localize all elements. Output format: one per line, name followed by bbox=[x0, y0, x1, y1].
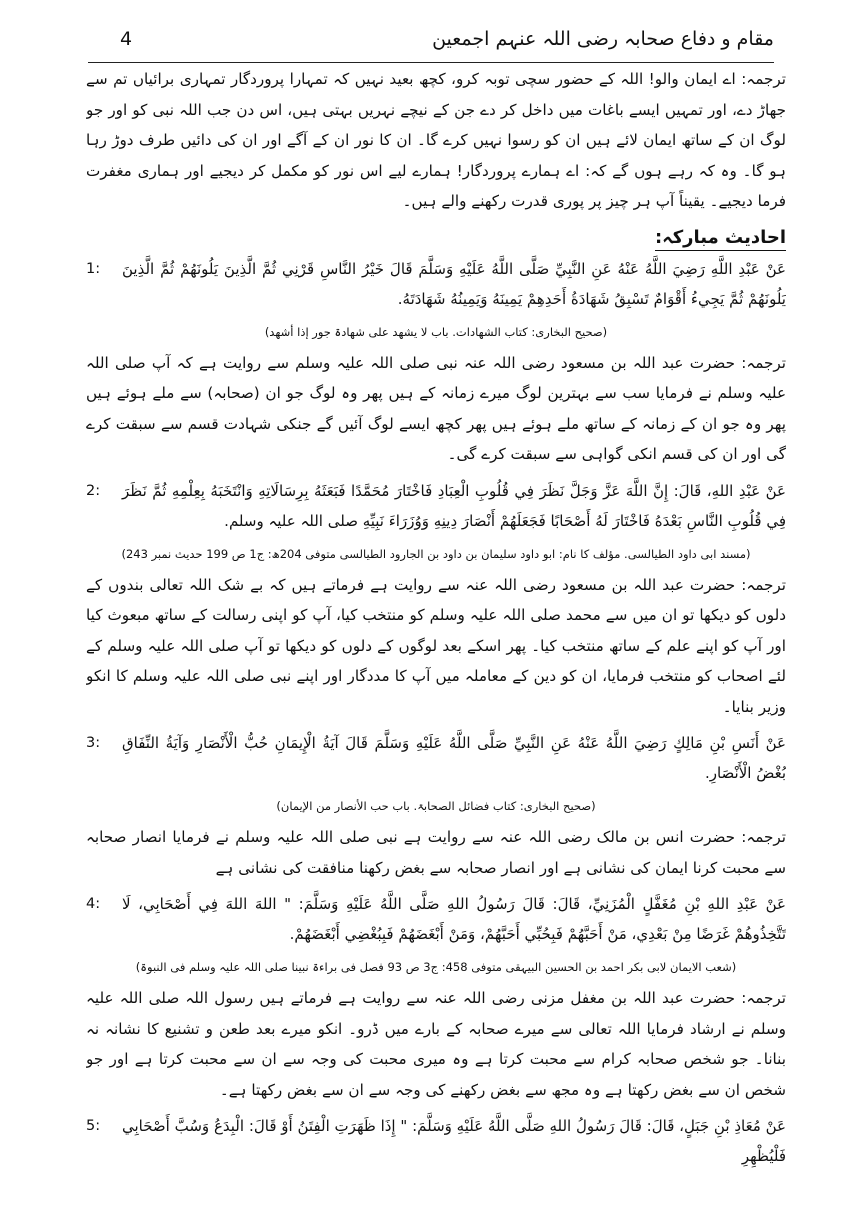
hadith-arabic-text: عَنْ عَبْدِ اللهِ بْنِ مُغَفَّلٍ الْمُزَنِيِّ، قَالَ: قَالَ رَسُولُ اللهِ صَلَّى اللَّهُ عَلَيْهِ وَسَلَّمَ: " اللهَ اللهَ فِي أَصْحَابِي، لَا تَتَّخِذُوهُمْ غَرَضًا مِنْ بَعْدِي، مَنْ أَحَبَّهُمْ فَبِحُبِّي أَحَبَّهُمْ، وَمَنْ أَبْغَضَهُمْ فَبِبُغْضِي أَبْغَضَهُمْ. bbox=[122, 895, 786, 943]
hadith-4 bbox=[86, 889, 786, 949]
hadith-number: 2: bbox=[86, 482, 101, 499]
hadith-arabic-text: عَنْ عَبْدِ اللهِ، قَالَ: إِنَّ اللَّهَ عَزَّ وَجَلَّ نَظَرَ فِي قُلُوبِ الْعِبَادِ فَاخْتَارَ مُحَمَّدًا فَبَعَثَهُ بِرِسَالَاتِهِ وَانْتَخَبَهُ بِعِلْمِهِ ثُمَّ نَظَرَ فِي قُلُوبِ النَّاسِ بَعْدَهُ فَاخْتَارَ لَهُ أَصْحَابًا فَجَعَلَهُمْ أَنْصَارَ دِينِهِ وَوُزَرَاءَ نَبِيِّهِ صلی اللہ علیہ وسلم. bbox=[122, 481, 786, 530]
hadith-translation: ترجمہ: حضرت عبد اللہ بن مسعود رضی اللہ عنہ سے روایت ہے فرماتے ہیں کہ بے شک اللہ تعالی بندوں کے دلوں کو دیکھا تو ان میں سے محمد صلی اللہ علیہ وسلم کو منتخب کیا، آپ کو اپنی رسالت کے ساتھ مبعوث کیا اور آپ کو اپنے علم کے ساتھ منتخب کیا۔ پھر اسکے بعد لوگوں کے دلوں کو دیکھا تو آپ صلی اللہ علیہ وسلم کے لئے اصحاب کو منتخب فرمایا، ان کو دین کے معاملہ میں آپ کا مددگار اور اپنے نبی صلی اللہ علیہ وسلم کا انکو وزیر بنایا۔ bbox=[86, 575, 786, 716]
hadith-translation: ترجمہ: حضرت عبد اللہ بن مغفل مزنی رضی اللہ عنہ سے روایت ہے فرماتے ہیں رسول اللہ صلی اللہ علیہ وسلم نے ارشاد فرمایا اللہ تعالی سے میرے صحابہ کے بارے میں ڈرو۔ انکو میرے بعد طعن و تشنیع کا نشانہ نہ بنانا۔ جو شخص صحابہ کرام سے محبت کرتا ہے وہ میری محبت کی وجہ سے ان سے محبت کرتا ہے اور جو شخص ان سے بغض رکھتا ہے وہ مجھ سے بغض رکھنے کی وجہ سے ان سے بغض رکھتا ہے۔ bbox=[86, 989, 786, 1099]
hadith-arabic-text: عَنْ أَنَسِ بْنِ مَالِكٍ رَضِيَ اللَّهُ عَنْهُ عَنِ النَّبِيِّ صَلَّى اللَّهُ عَلَيْهِ وَسَلَّمَ قَالَ آيَةُ الْإِيمَانِ حُبُّ الْأَنْصَارِ وَآيَةُ النِّفَاقِ بُغْضُ الْأَنْصَارِ. bbox=[122, 734, 786, 782]
page-body bbox=[86, 64, 786, 1219]
hadith-number: 1: bbox=[86, 260, 101, 277]
hadith-5 bbox=[86, 1111, 786, 1171]
hadith-arabic-text: عَنْ مُعَاذِ بْنِ جَبَلٍ، قَالَ: قَالَ رَسُولُ اللهِ صَلَّى اللَّهُ عَلَيْهِ وَسَلَّمَ: " إِذَا ظَهَرَتِ الْفِتَنُ أَوْ قَالَ: الْبِدَعُ وَسُبَّ أَصْحَابِي فَلْيُظْهِرِ bbox=[122, 1117, 786, 1165]
hadith-number: 4: bbox=[86, 896, 101, 912]
section-heading-text: احادیث مبارکہ: bbox=[655, 227, 786, 251]
hadith-number: 3: bbox=[86, 735, 101, 751]
book-title: مقام و دفاع صحابہ رضی اللہ عنہم اجمعین bbox=[432, 28, 774, 50]
hadith-reference: (صحیح البخاری: کتاب فضائل الصحابۃ. باب حب الأنصار من الإیمان) bbox=[276, 799, 596, 813]
hadith-reference: (شعب الایمان لابی بکر احمد بن الحسین البیہقی متوفی 458: ج3 ص 93 فصل فی براءۃ نبینا صلی اللہ علیہ وسلم فی النبوۃ) bbox=[135, 960, 737, 974]
hadith-translation: ترجمہ: حضرت عبد اللہ بن مسعود رضی اللہ عنہ نبی صلی اللہ علیہ وسلم سے روایت ہے کہ آپ صلی اللہ علیہ وسلم نے فرمایا سب سے بہترین لوگ میرے زمانہ کے ہیں پھر وہ لوگ جو ان (صحابہ) سے ملے ہوئے ہیں پھر وہ جو ان کے زمانہ کے ساتھ ملے ہوئے ہیں پھر کچھ ایسے لوگ آئیں گے جنکی شہادت قسم سے سبقت کرے گی اور ان کی قسم انکی گواہی سے سبقت کرے گی۔ bbox=[86, 353, 786, 463]
hadith-translation: ترجمہ: حضرت انس بن مالک رضی اللہ عنہ سے روایت ہے نبی صلی اللہ علیہ وسلم نے فرمایا انصار صحابہ سے محبت کرنا ایمان کی نشانی ہے اور انصار صحابہ سے بغض رکھنا منافقت کی نشانی ہے bbox=[86, 828, 786, 877]
hadith-arabic-text: عَنْ عَبْدِ اللَّهِ رَضِيَ اللَّهُ عَنْهُ عَنِ النَّبِيِّ صَلَّى اللَّهُ عَلَيْهِ وَسَلَّمَ قَالَ خَيْرُ النَّاسِ قَرْنِي ثُمَّ الَّذِينَ يَلُونَهُمْ ثُمَّ الَّذِينَ يَلُونَهُمْ ثُمَّ يَجِيءُ أَقْوَامٌ تَسْبِقُ شَهَادَةُ أَحَدِهِمْ يَمِينَهُ وَيَمِينُهُ شَهَادَتَهُ. bbox=[122, 259, 786, 308]
hadith-2 bbox=[86, 476, 786, 536]
page-number: 4 bbox=[120, 28, 133, 50]
hadith-3 bbox=[86, 728, 786, 788]
section-heading bbox=[86, 227, 786, 248]
page-header bbox=[88, 22, 774, 63]
hadith-number: 5: bbox=[86, 1118, 101, 1134]
intro-translation: ترجمہ: اے ایمان والو! اللہ کے حضور سچی توبہ کرو، کچھ بعید نہیں کہ تمہارا پروردگار تمہاری برائیاں تم سے جھاڑ دے، اور تمہیں ایسے باغات میں داخل کر دے جن کے نیچے نہریں بہتی ہیں، اس دن جب اللہ نبی کو اور جو لوگ ان کے ساتھ ایمان لائے ہیں ان کو رسوا نہیں کرے گا۔ ان کا نور ان کے آگے اور ان کی دائیں طرف دوڑ رہا ہو گا۔ وہ کہ رہے ہوں گے کہ: اے ہمارے پروردگار! ہمارے لیے اس نور کو مکمل کر دیجیے اور ہماری مغفرت فرما دیجیے۔ یقیناً آپ ہر چیز پر پوری قدرت رکھنے والے ہیں۔ bbox=[86, 70, 786, 210]
hadith-reference: (صحیح البخاری: کتاب الشھادات. باب لا یشھد علی شھادۃ جور إذا أشھد) bbox=[264, 324, 608, 339]
hadith-1 bbox=[86, 254, 786, 314]
hadith-reference: (مسند ابی داود الطیالسی. مؤلف کا نام: ابو داود سلیمان بن داود بن الجارود الطیالسی متوفی 204ھ: ج1 ص 199 حدیث نمبر 243) bbox=[121, 546, 751, 561]
